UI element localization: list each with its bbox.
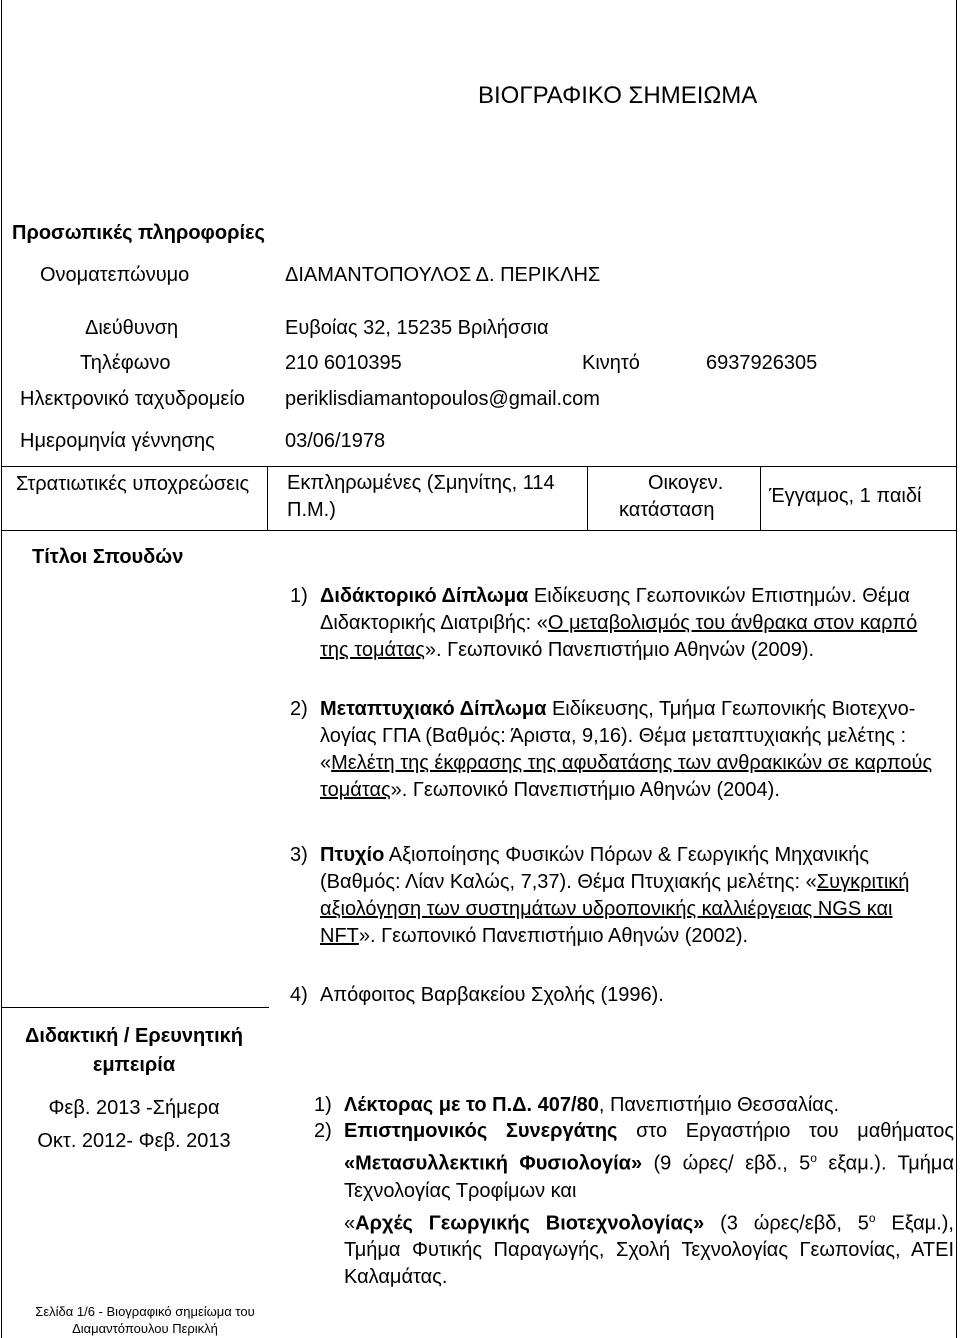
study-4-line1: Απόφοιτος Βαρβακείου Σχολής (1996). [320, 984, 664, 1006]
experience-date-2: Οκτ. 2012- Φεβ. 2013 [37, 1130, 231, 1152]
name-label: Ονοματεπώνυμο [40, 264, 190, 286]
experience-1-rest: , Πανεπιστήμιο Θεσσαλίας. [598, 1094, 840, 1116]
experience-2-line2-sup: ο [810, 1151, 817, 1165]
study-3-degree: Πτυχίο [320, 844, 385, 866]
study-2-line2: λογίας ΓΠΑ (Βαθμός: Άριστα, 9,16). Θέμα μεταπτυχιακής μελέτης : [320, 725, 907, 747]
experience-date-1: Φεβ. 2013 -Σήμερα [48, 1097, 220, 1119]
study-2-thesis-b: τομάτας [320, 779, 391, 801]
experience-2-line4-end: Εξαμ.), [875, 1212, 954, 1235]
study-1-line1: Ειδίκευσης Γεωπονικών Επιστημών. Θέμα [528, 585, 910, 607]
personal-info-heading: Προσωπικές πληροφορίες [12, 222, 265, 244]
study-1-thesis-b: της τομάτας [320, 639, 425, 661]
mobile-label: Κινητό [582, 352, 640, 374]
footer-line1: Σελίδα 1/6 - Βιογραφικό σημείωμα του [35, 1304, 255, 1319]
experience-2-line3: Τεχνολογίας Τροφίμων και [344, 1179, 577, 1202]
page-border-right [956, 0, 957, 1338]
email-label: Ηλεκτρονικό ταχυδρομείο [20, 388, 245, 410]
experience-2-course-1: «Μετασυλλεκτική Φυσιολογία» [344, 1152, 643, 1175]
study-3-text [320, 842, 940, 950]
study-2-thesis-a: Μελέτη της έκφρασης της αφυδατάσης των ανθρακικών σε καρπούς [331, 752, 933, 774]
study-3-thesis-a: Συγκριτική [816, 871, 910, 893]
experience-heading-line2: εμπειρία [92, 1054, 176, 1076]
address-label: Διεύθυνση [85, 317, 179, 339]
experience-2-text [344, 1118, 954, 1291]
study-2-line4: ». Γεωπονικό Πανεπιστήμιο Αθηνών (2004). [390, 779, 780, 801]
experience-2-line1: στο Εργαστήριο του μαθήματος [617, 1120, 955, 1142]
family-value: Έγγαμος, 1 παιδί [769, 485, 922, 507]
experience-2-line4-open: « [344, 1212, 356, 1235]
family-label-line2: κατάσταση [619, 499, 715, 521]
study-1-line3: ». Γεωπονικό Πανεπιστήμιο Αθηνών (2009). [424, 639, 815, 661]
study-1-text [320, 583, 940, 664]
experience-2-line4: (3 ώρες/εβδ, 5 [704, 1212, 869, 1235]
experience-2-line2-end: εξαμ.). Τμήμα [816, 1152, 955, 1175]
experience-2-number: 2) [314, 1120, 332, 1142]
study-3-line4: ». Γεωπονικό Πανεπιστήμιο Αθηνών (2002). [358, 925, 749, 947]
birth-label: Ημερομηνία γέννησης [20, 430, 215, 452]
study-1-thesis-a: Ο μεταβολισμός του άνθρακα στον καρπό [547, 612, 918, 634]
study-3-line2: (Βαθμός: Λίαν Καλώς, 7,37). Θέμα Πτυχιακής μελέτης: « [320, 871, 817, 893]
experience-1-number: 1) [314, 1094, 332, 1116]
study-2-line3-open: « [320, 752, 332, 774]
study-3-line1: Αξιοποίησης Φυσικών Πόρων & Γεωργικής Μηχανικής [384, 844, 870, 866]
left-column-divider [267, 466, 268, 530]
study-4-text [320, 982, 940, 1009]
military-value-line1: Εκπληρωμένες (Σμηνίτης, 114 [287, 472, 555, 494]
military-value-line2: Π.Μ.) [287, 499, 336, 521]
phone-value: 210 6010395 [285, 352, 402, 374]
experience-row-top [1, 1007, 269, 1008]
experience-2-line4-sup: ο [868, 1210, 876, 1225]
family-value-divider [760, 466, 761, 530]
experience-heading-line1: Διδακτική / Ερευνητική [24, 1025, 244, 1047]
email-value: periklisdiamantopoulos@gmail.com [285, 388, 600, 410]
footer-line2: Διαμαντόπουλου Περικλή [72, 1321, 218, 1336]
military-row-bottom [1, 530, 957, 531]
study-4-number: 4) [290, 984, 308, 1006]
study-2-number: 2) [290, 698, 308, 720]
experience-2-line6: Καλαμάτας. [344, 1266, 448, 1289]
experience-2-title: Επιστημονικός Συνεργάτης [344, 1120, 618, 1142]
family-column-divider [587, 466, 588, 530]
study-3-number: 3) [290, 844, 308, 866]
experience-2-line5: Τμήμα Φυτικής Παραγωγής, Σχολή Τεχνολογίας Γεωπονίας, ΑΤΕΙ [344, 1239, 954, 1262]
study-3-thesis-c: NFT [320, 925, 359, 947]
experience-1-title: Λέκτορας με το Π.Δ. 407/80 [344, 1094, 599, 1116]
study-2-degree: Μεταπτυχιακό Δίπλωμα [320, 698, 547, 720]
name-value: ΔΙΑΜΑΝΤΟΠΟΥΛΟΣ Δ. ΠΕΡΙΚΛΗΣ [285, 264, 601, 286]
study-2-text [320, 696, 940, 804]
experience-2-line2: (9 ώρες/ εβδ., 5 [642, 1152, 811, 1175]
phone-label: Τηλέφωνο [80, 352, 171, 374]
military-label: Στρατιωτικές υποχρεώσεις [16, 473, 250, 495]
study-2-line1: Ειδίκευσης, Τμήμα Γεωπονικής Βιοτεχνο- [546, 698, 916, 720]
family-label-line1: Οικογεν. [648, 472, 724, 494]
address-value: Ευβοίας 32, 15235 Βριλήσσια [285, 317, 549, 339]
military-row-top [1, 466, 957, 467]
studies-heading: Τίτλοι Σπουδών [32, 546, 184, 568]
study-1-number: 1) [290, 585, 308, 607]
mobile-value: 6937926305 [706, 352, 818, 374]
experience-1-text [344, 1092, 956, 1119]
page-title: ΒΙΟΓΡΑΦΙΚΟ ΣΗΜΕΙΩΜΑ [478, 82, 758, 109]
study-1-line2: Διδακτορικής Διατριβής: « [320, 612, 548, 634]
birth-value: 03/06/1978 [285, 430, 386, 452]
study-1-degree: Διδάκτορικό Δίπλωμα [320, 585, 529, 607]
study-3-thesis-b: αξιολόγηση των συστημάτων υδροπονικής καλλιέργειας NGS και [320, 898, 893, 920]
experience-2-course-2: Αρχές Γεωργικής Βιοτεχνολογίας» [355, 1212, 705, 1235]
